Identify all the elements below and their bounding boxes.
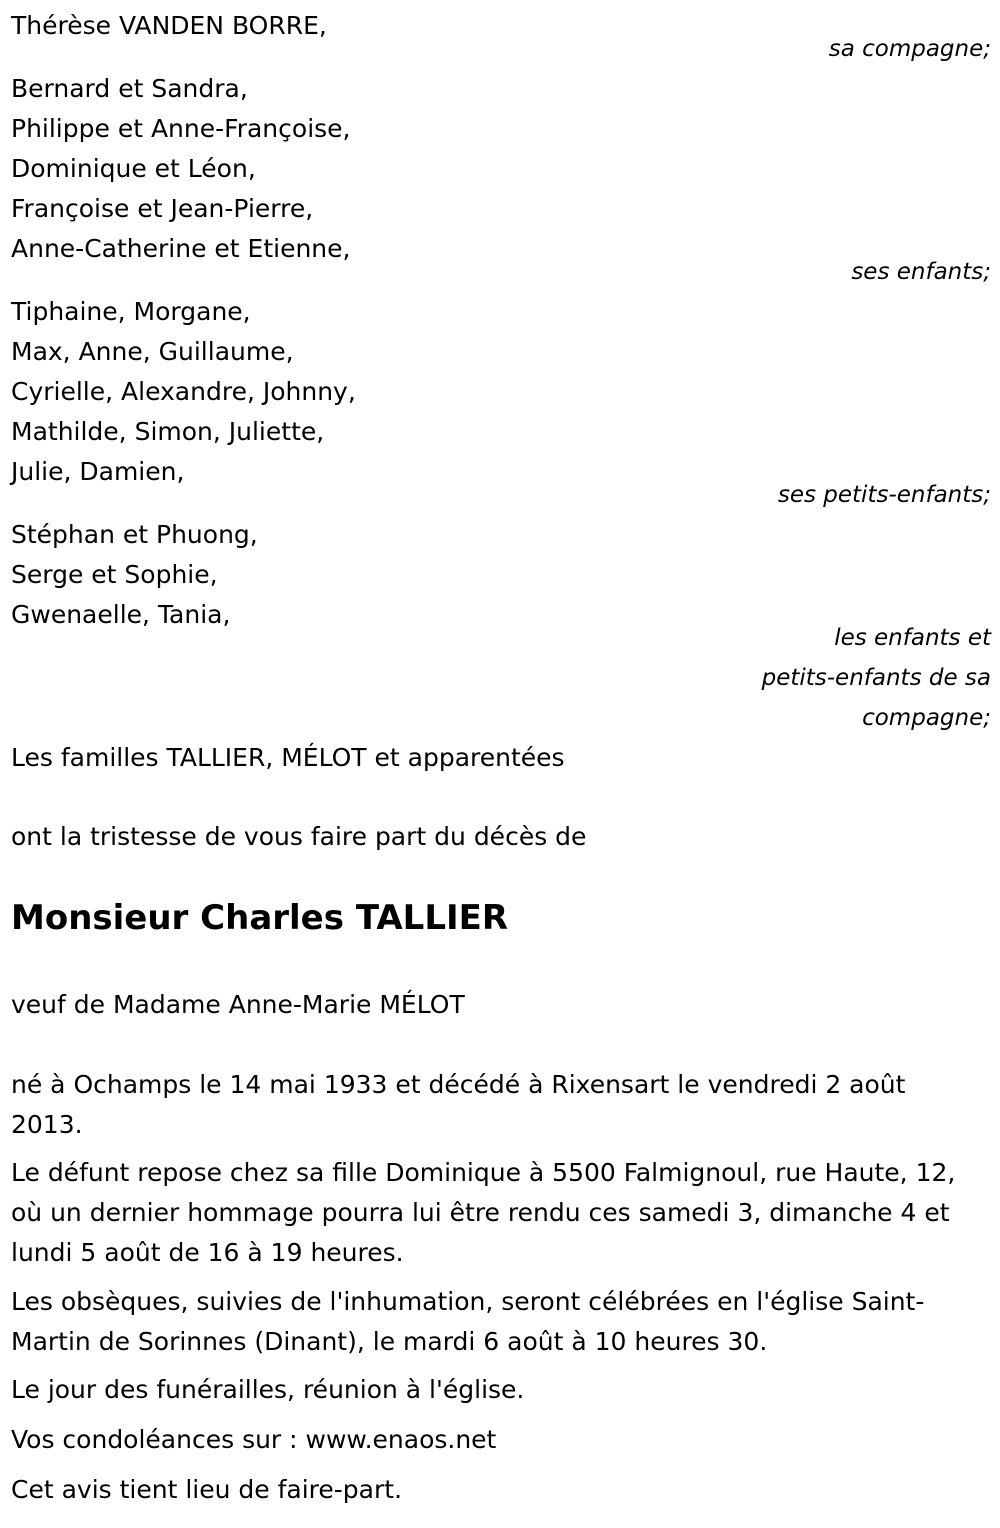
companion-family-role <box>762 618 991 738</box>
companion-group <box>11 6 991 62</box>
notice-paragraph: Cet avis tient lieu de faire-part. <box>11 1475 403 1504</box>
deceased-name: Monsieur Charles TALLIER <box>11 898 509 938</box>
companion-family-entry: Stéphan et Phuong, <box>11 520 258 549</box>
companion-family-entry: Gwenaelle, Tania, <box>11 600 231 629</box>
companion-name: Thérèse VANDEN BORRE, <box>11 11 327 40</box>
grandchild-entry: Tiphaine, Morgane, <box>11 297 251 326</box>
grandchild-entry: Julie, Damien, <box>11 457 185 486</box>
grandchildren-group <box>11 292 991 508</box>
companion-role: sa compagne; <box>828 36 991 62</box>
child-entry: Philippe et Anne-Françoise, <box>11 114 351 143</box>
viewing-paragraph: Le défunt repose chez sa fille Dominique à 5500 Falmignoul, rue Haute, 12, où un dernier hommage pourra lui être rendu ces samedi 3, dimanche 4 et lundi 5 août de 16 à 19 heures. <box>11 1158 956 1267</box>
grandchild-entry: Max, Anne, Guillaume, <box>11 337 294 366</box>
companion-family-entry: Serge et Sophie, <box>11 560 218 589</box>
birth-death-paragraph: né à Ochamps le 14 mai 1933 et décédé à Rixensart le vendredi 2 août 2013. <box>11 1070 906 1139</box>
companion-family-role-line: petits-enfants de sa <box>761 665 991 691</box>
condolences-paragraph: Vos condoléances sur : www.enaos.net <box>11 1425 497 1454</box>
companion-family-role-line: les enfants et <box>834 625 991 651</box>
companion-family-group <box>11 515 991 731</box>
child-entry: Dominique et Léon, <box>11 154 256 183</box>
funeral-paragraph: Les obsèques, suivies de l'inhumation, seront célébrées en l'église Saint-Martin de Sorinnes (Dinant), le mardi 6 août à 10 heures 30. <box>11 1287 925 1356</box>
announcement-paragraphs <box>11 1065 976 1510</box>
grandchild-entry: Cyrielle, Alexandre, Johnny, <box>11 377 356 406</box>
child-entry: Françoise et Jean-Pierre, <box>11 194 314 223</box>
gathering-paragraph: Le jour des funérailles, réunion à l'église. <box>11 1375 525 1404</box>
grandchild-entry: Mathilde, Simon, Juliette, <box>11 417 325 446</box>
families-line: Les familles TALLIER, MÉLOT et apparentées <box>11 743 565 772</box>
grandchildren-role: ses petits-enfants; <box>777 482 991 508</box>
children-group <box>11 69 991 285</box>
companion-family-role-line: compagne; <box>862 705 991 731</box>
widower-line: veuf de Madame Anne-Marie MÉLOT <box>11 990 465 1019</box>
child-entry: Bernard et Sandra, <box>11 74 248 103</box>
children-role: ses enfants; <box>851 259 991 285</box>
announcement-intro: ont la tristesse de vous faire part du décès de <box>11 822 587 851</box>
child-entry: Anne-Catherine et Etienne, <box>11 234 351 263</box>
